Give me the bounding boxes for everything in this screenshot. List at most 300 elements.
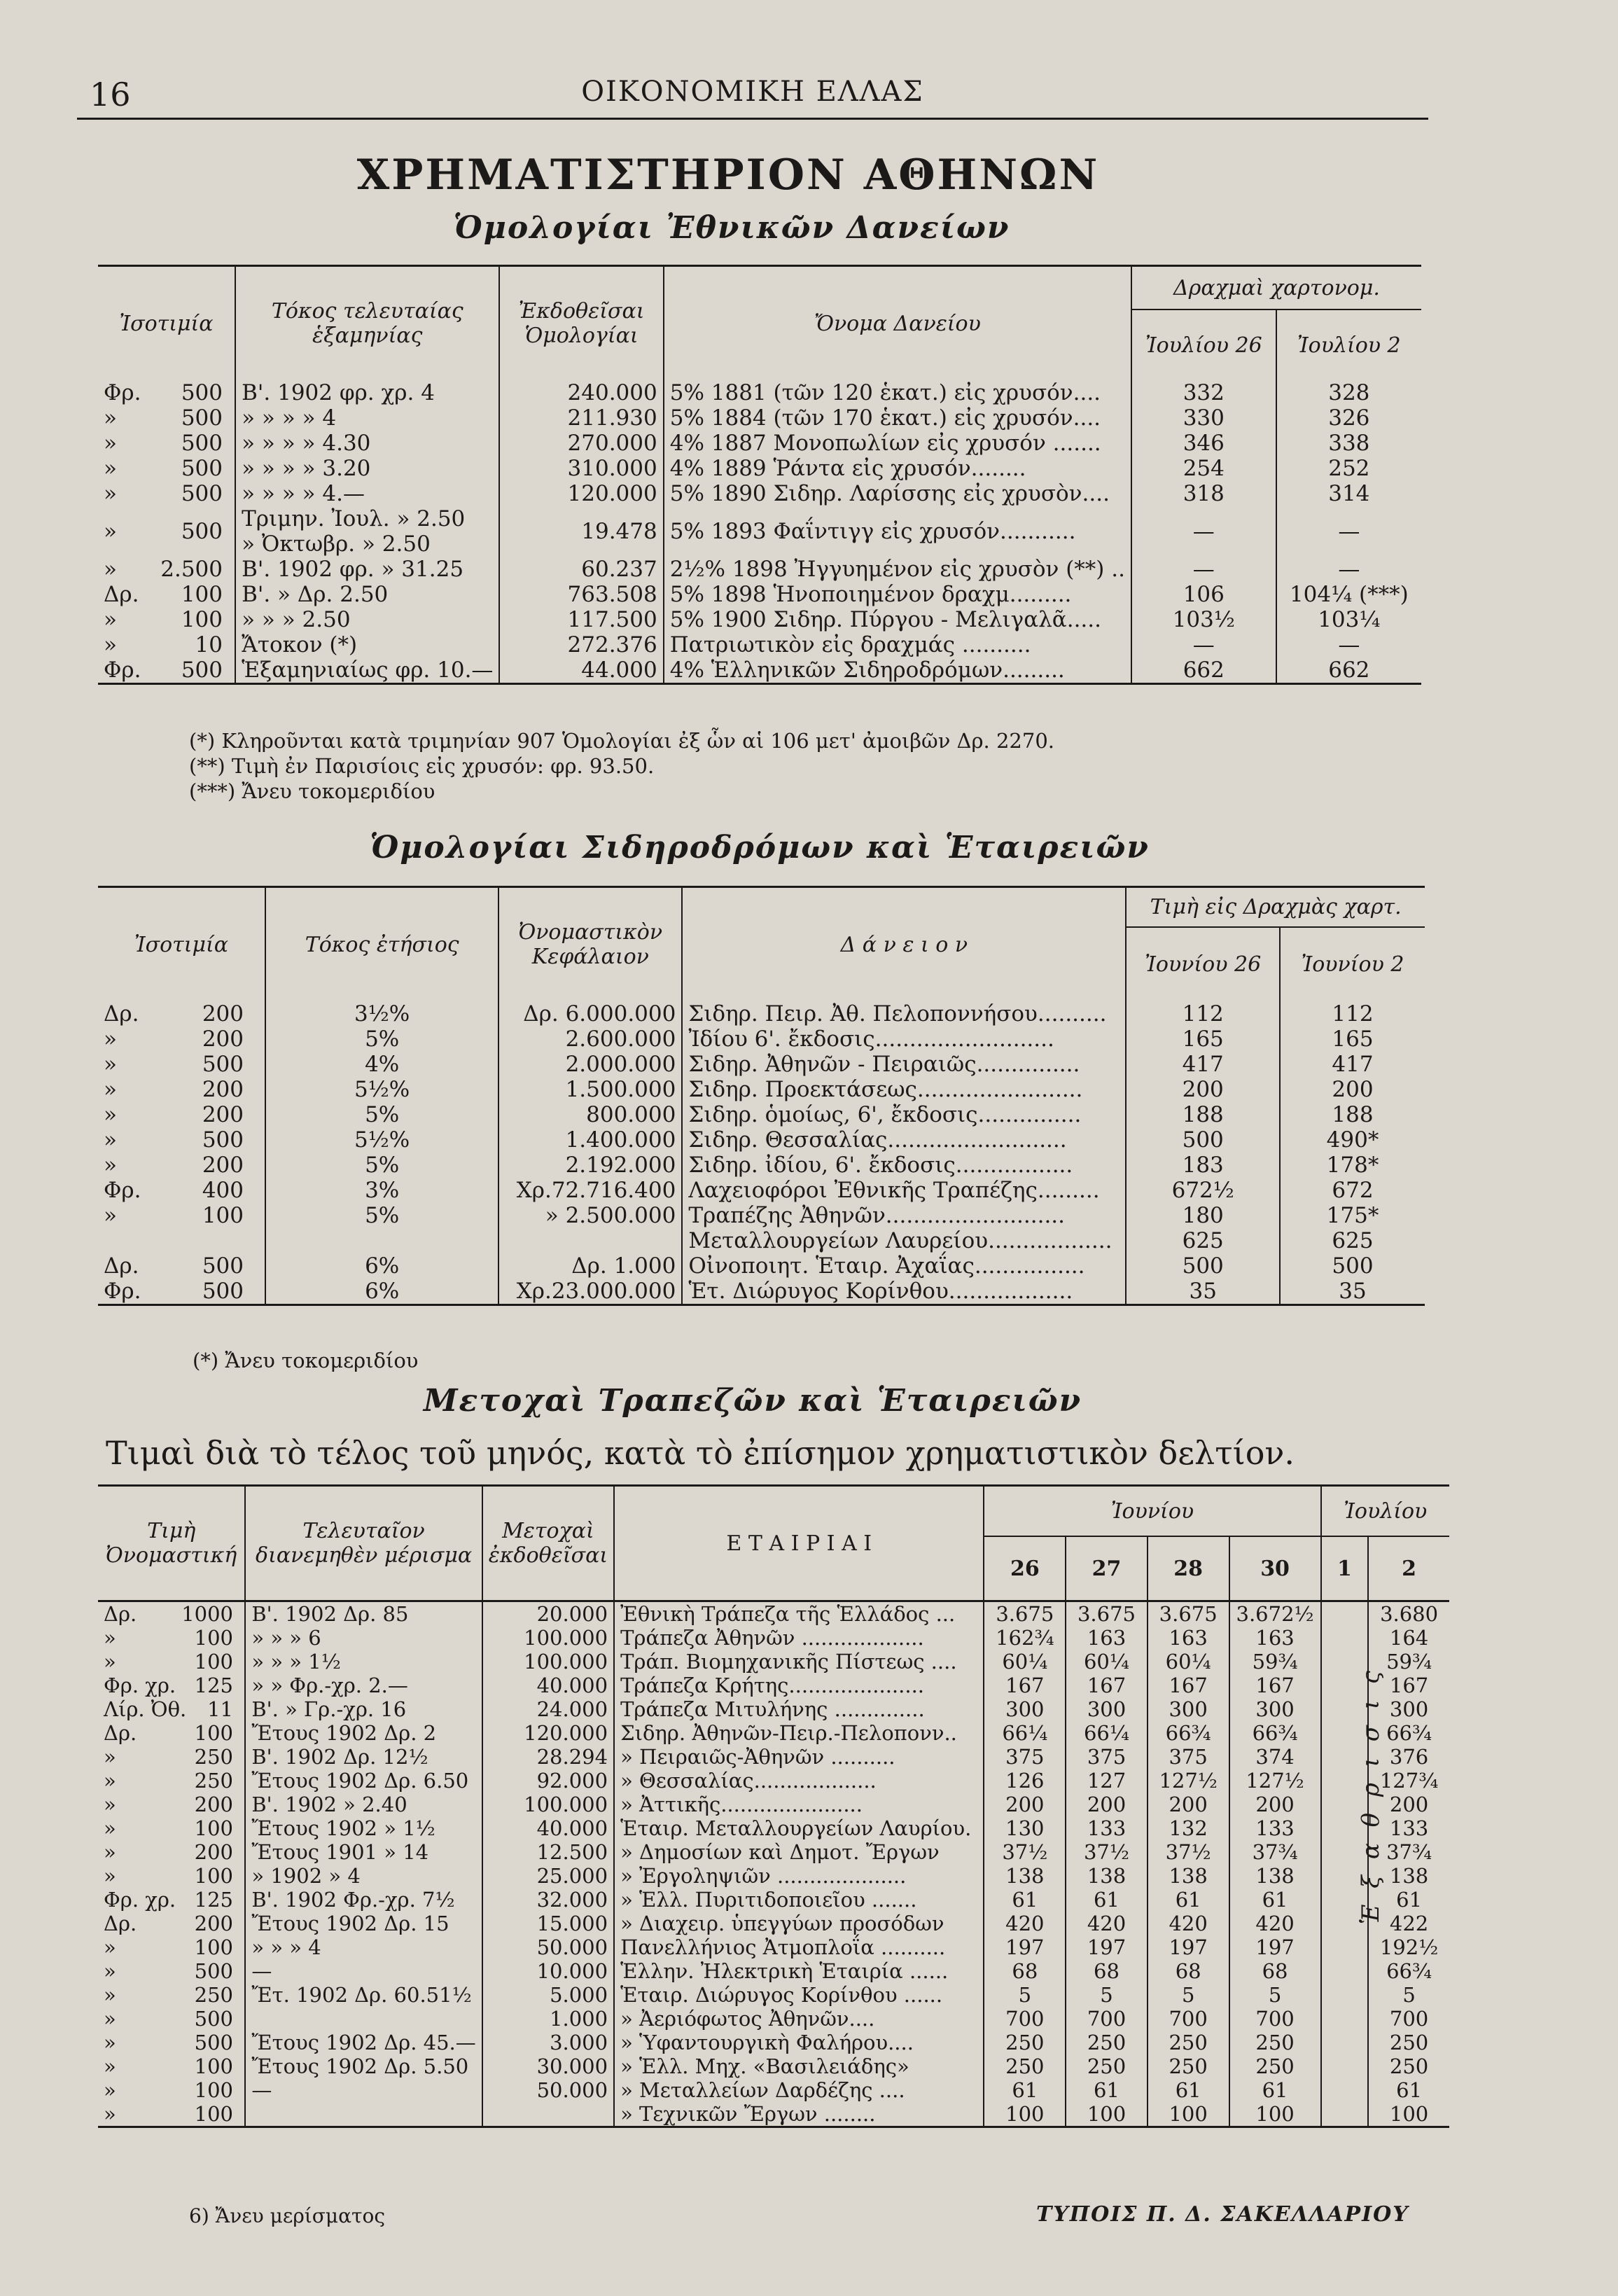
loan-name-cell: 2½% 1898 Ἠγγυημένον εἰς χρυσὸν (**) .. bbox=[664, 557, 1131, 582]
price-1-cell: 180 bbox=[1126, 1203, 1280, 1228]
price-2-cell: — bbox=[1276, 632, 1421, 658]
dividend-cell: Ἔτους 1902 » 1½ bbox=[245, 1816, 482, 1840]
price-26-cell: 66¼ bbox=[984, 1721, 1066, 1745]
price-1-cell: 330 bbox=[1131, 405, 1276, 431]
price-26-cell: 130 bbox=[984, 1816, 1066, 1840]
price-26-cell: 200 bbox=[984, 1793, 1066, 1816]
capital-cell: 2.192.000 bbox=[498, 1153, 682, 1178]
price-27-cell: 700 bbox=[1066, 2007, 1148, 2031]
nominal-cell: » 100 bbox=[104, 1650, 233, 1674]
company-cell: » Διαχειρ. ὑπεγγύων προσόδων bbox=[614, 1912, 984, 1935]
shares-issued-cell: 10.000 bbox=[482, 1959, 614, 1983]
price-28-cell: 60¼ bbox=[1148, 1650, 1229, 1674]
col-day-30: 30 bbox=[1229, 1536, 1321, 1601]
col-day-28: 28 bbox=[1148, 1536, 1229, 1601]
price-30-cell: 167 bbox=[1229, 1674, 1321, 1697]
shares-table bbox=[98, 1484, 1449, 2128]
price-30-cell: 200 bbox=[1229, 1793, 1321, 1816]
price-28-cell: 163 bbox=[1148, 1626, 1229, 1650]
price-26-cell: 162¾ bbox=[984, 1626, 1066, 1650]
loan-name-cell: 5% 1893 Φαΐντιγγ εἰς χρυσόν........... bbox=[664, 506, 1131, 557]
col-day-2: 2 bbox=[1368, 1536, 1449, 1601]
table-row bbox=[98, 1127, 1425, 1153]
price-28-cell: 132 bbox=[1148, 1816, 1229, 1840]
issued-cell: 44.000 bbox=[499, 658, 663, 684]
shares-issued-cell: 30.000 bbox=[482, 2054, 614, 2078]
price-2-cell: 672 bbox=[1280, 1178, 1425, 1203]
note-line: (***) Ἄνευ τοκομεριδίου bbox=[189, 779, 435, 803]
shares-issued-cell: 100.000 bbox=[482, 1650, 614, 1674]
par-unit-cell: » 500 bbox=[104, 405, 223, 431]
price-1-cell: — bbox=[1131, 557, 1276, 582]
capital-cell: Χρ.23.000.000 bbox=[498, 1279, 682, 1305]
price-27-cell: 100 bbox=[1066, 2102, 1148, 2127]
price-2-cell: 5 bbox=[1368, 1983, 1449, 2007]
capital-cell: Δρ. 1.000 bbox=[498, 1253, 682, 1279]
table-row bbox=[98, 557, 1421, 582]
price-1-cell: 106 bbox=[1131, 582, 1276, 607]
par-unit-cell: Φρ. 500 bbox=[98, 658, 235, 684]
par-unit-cell: » 500 bbox=[104, 431, 223, 456]
price-2-cell: 3.680 bbox=[1368, 1601, 1449, 1627]
price-30-cell: 700 bbox=[1229, 2007, 1321, 2031]
price-2-cell: 625 bbox=[1280, 1228, 1425, 1253]
loan-cell: Σιδηρ. Πειρ. Ἀθ. Πελοποννήσου.......... bbox=[682, 1001, 1126, 1027]
table-row bbox=[98, 1935, 1449, 1959]
price-1-cell: 165 bbox=[1126, 1027, 1280, 1052]
price-30-cell: 3.672½ bbox=[1229, 1601, 1321, 1627]
price-1-cell bbox=[1321, 1935, 1369, 1959]
price-27-cell: 66¼ bbox=[1066, 1721, 1148, 1745]
table-row bbox=[98, 506, 1421, 557]
col-date-2: Ἰουνίου 2 bbox=[1280, 927, 1425, 1001]
loan-cell: Μεταλλουργείων Λαυρείου.................. bbox=[682, 1228, 1126, 1253]
price-2-cell: 104¼ (***) bbox=[1276, 582, 1421, 607]
table-row bbox=[98, 431, 1421, 456]
price-1-cell bbox=[1321, 2054, 1369, 2078]
table-row bbox=[98, 1203, 1425, 1228]
col-june: Ἰουνίου bbox=[984, 1486, 1320, 1537]
table-row bbox=[98, 632, 1421, 658]
price-27-cell: 127 bbox=[1066, 1769, 1148, 1793]
table-row bbox=[98, 1959, 1449, 1983]
price-2-cell: 326 bbox=[1276, 405, 1421, 431]
price-1-cell: 35 bbox=[1126, 1279, 1280, 1305]
col-date-1: Ἰουλίου 26 bbox=[1131, 309, 1276, 380]
col-dividend: Τελευταῖον διανεμηθὲν μέρισμα bbox=[245, 1486, 482, 1601]
company-cell: Τράπεζα Ἀθηνῶν ................... bbox=[614, 1626, 984, 1650]
dividend-cell: Ἔτους 1902 Δρ. 15 bbox=[245, 1912, 482, 1935]
nominal-cell: Φρ. χρ. 125 bbox=[104, 1888, 233, 1912]
price-30-cell: 61 bbox=[1229, 1888, 1321, 1912]
price-30-cell: 250 bbox=[1229, 2054, 1321, 2078]
loan-cell: Ἰδίου 6'. ἔκδοσις.......................... bbox=[682, 1027, 1126, 1052]
col-rate: Τόκος ἐτήσιος bbox=[265, 887, 498, 1002]
table-row bbox=[98, 658, 1421, 684]
price-30-cell: 420 bbox=[1229, 1912, 1321, 1935]
dividend-cell: Β'. 1902 Δρ. 85 bbox=[245, 1601, 482, 1627]
price-2-cell: 490* bbox=[1280, 1127, 1425, 1153]
par-unit-cell: Φρ. 500 bbox=[98, 1279, 265, 1305]
company-cell: » Ἐργοληψιῶν .................... bbox=[614, 1864, 984, 1888]
price-1-cell: 417 bbox=[1126, 1052, 1280, 1077]
price-26-cell: 420 bbox=[984, 1912, 1066, 1935]
loan-name-cell: 4% Ἑλληνικῶν Σιδηροδρόμων......... bbox=[664, 658, 1131, 684]
table-row bbox=[98, 2054, 1449, 2078]
price-2-cell: 103¼ bbox=[1276, 607, 1421, 632]
price-27-cell: 250 bbox=[1066, 2031, 1148, 2054]
price-28-cell: 37½ bbox=[1148, 1840, 1229, 1864]
price-26-cell: 5 bbox=[984, 1983, 1066, 2007]
nominal-cell: » 500 bbox=[104, 2031, 233, 2054]
price-2-cell: 192½ bbox=[1368, 1935, 1449, 1959]
nominal-cell: » 500 bbox=[104, 1959, 233, 1983]
col-prices: Δραχμαὶ χαρτονομ. bbox=[1131, 266, 1421, 310]
par-unit-cell: » 500 bbox=[104, 456, 223, 481]
company-cell: Ἑταιρ. Μεταλλουργείων Λαυρίου. bbox=[614, 1816, 984, 1840]
price-30-cell: 5 bbox=[1229, 1983, 1321, 2007]
col-date-1: Ἰουνίου 26 bbox=[1126, 927, 1280, 1001]
price-2-cell: 112 bbox=[1280, 1001, 1425, 1027]
table-row bbox=[98, 1077, 1425, 1102]
par-unit-cell: » 2.500 bbox=[104, 557, 223, 582]
company-cell: » Μεταλλείων Δαρδέζης .... bbox=[614, 2078, 984, 2102]
table-row bbox=[98, 1153, 1425, 1178]
shares-issued-cell: 12.500 bbox=[482, 1840, 614, 1864]
dividend-cell: » » » 4 bbox=[245, 1935, 482, 1959]
coupon-cell: » » » 2.50 bbox=[235, 607, 499, 632]
capital-cell: Χρ.72.716.400 bbox=[498, 1178, 682, 1203]
loan-name-cell: 4% 1889 Ῥάντα εἰς χρυσόν........ bbox=[664, 456, 1131, 481]
price-30-cell: 59¾ bbox=[1229, 1650, 1321, 1674]
price-2-cell: 175* bbox=[1280, 1203, 1425, 1228]
price-1-cell: 200 bbox=[1126, 1077, 1280, 1102]
par-unit-cell: » 500 bbox=[104, 1052, 244, 1077]
loan-name-cell: 5% 1900 Σιδηρ. Πύργου - Μελιγαλᾶ..... bbox=[664, 607, 1131, 632]
price-30-cell: 66¾ bbox=[1229, 1721, 1321, 1745]
shares-issued-cell: 40.000 bbox=[482, 1816, 614, 1840]
par-unit-cell: Δρ. 100 bbox=[104, 582, 223, 607]
loan-cell: Ἑτ. Διώρυγος Κορίνθου.................. bbox=[682, 1279, 1126, 1305]
price-26-cell: 3.675 bbox=[984, 1601, 1066, 1627]
par-unit-cell: Δρ. 200 bbox=[104, 1001, 244, 1027]
shares-issued-cell: 1.000 bbox=[482, 2007, 614, 2031]
loan-cell: Σιδηρ. Ἀθηνῶν - Πειραιῶς............... bbox=[682, 1052, 1126, 1077]
table-row bbox=[98, 1745, 1449, 1769]
table-row bbox=[98, 2031, 1449, 2054]
issued-cell: 272.376 bbox=[499, 632, 663, 658]
table-row bbox=[98, 1001, 1425, 1027]
table-row bbox=[98, 1721, 1449, 1745]
rate-cell bbox=[265, 1228, 498, 1253]
price-26-cell: 700 bbox=[984, 2007, 1066, 2031]
price-28-cell: 300 bbox=[1148, 1697, 1229, 1721]
price-26-cell: 61 bbox=[984, 2078, 1066, 2102]
par-unit-cell: » 500 bbox=[104, 519, 223, 544]
table-row bbox=[98, 1983, 1449, 2007]
price-30-cell: 300 bbox=[1229, 1697, 1321, 1721]
coupon-cell: Τριμην. Ἰουλ. » 2.50 » Ὀκτωβρ. » 2.50 bbox=[235, 506, 499, 557]
railway-bonds-table bbox=[98, 886, 1425, 1306]
coupon-cell: Β'. » Δρ. 2.50 bbox=[235, 582, 499, 607]
section3-caption: Τιμαὶ διὰ τὸ τέλος τοῦ μηνός, κατὰ τὸ ἐπίσημον χρηματιστικὸν δελτίον. bbox=[106, 1434, 1295, 1472]
dividend-cell: Β'. 1902 Φρ.-χρ. 7½ bbox=[245, 1888, 482, 1912]
price-2-cell: 66¾ bbox=[1368, 1721, 1449, 1745]
price-27-cell: 60¼ bbox=[1066, 1650, 1148, 1674]
price-1-cell: 500 bbox=[1126, 1127, 1280, 1153]
coupon-cell: » » » » 4 bbox=[235, 405, 499, 431]
price-1-cell bbox=[1321, 2078, 1369, 2102]
section1-notes bbox=[189, 728, 1054, 804]
price-26-cell: 138 bbox=[984, 1864, 1066, 1888]
price-28-cell: 200 bbox=[1148, 1793, 1229, 1816]
table-row bbox=[98, 1674, 1449, 1697]
col-par: Ἰσοτιμία bbox=[98, 887, 265, 1002]
company-cell: Τράπεζα Κρήτης..................... bbox=[614, 1674, 984, 1697]
price-2-cell: 164 bbox=[1368, 1626, 1449, 1650]
table-row bbox=[98, 1793, 1449, 1816]
price-26-cell: 250 bbox=[984, 2031, 1066, 2054]
table-row bbox=[98, 1052, 1425, 1077]
table-row bbox=[98, 1864, 1449, 1888]
capital-cell: 800.000 bbox=[498, 1102, 682, 1127]
table-row bbox=[98, 1228, 1425, 1253]
col-nominal: Τιμὴ Ὀνομαστική bbox=[98, 1486, 245, 1601]
nominal-cell: » 250 bbox=[104, 1745, 233, 1769]
price-2-cell: 133 bbox=[1368, 1816, 1449, 1840]
price-30-cell: 250 bbox=[1229, 2031, 1321, 2054]
table-row bbox=[98, 456, 1421, 481]
table-row bbox=[98, 1697, 1449, 1721]
price-1-cell: 254 bbox=[1131, 456, 1276, 481]
nominal-cell: » 500 bbox=[104, 2007, 233, 2031]
table-row bbox=[98, 405, 1421, 431]
col-day-27: 27 bbox=[1066, 1536, 1148, 1601]
company-cell: » Πειραιῶς-Ἀθηνῶν .......... bbox=[614, 1745, 984, 1769]
rate-cell: 5% bbox=[265, 1102, 498, 1127]
table-row bbox=[98, 1769, 1449, 1793]
nominal-cell: » 100 bbox=[104, 1816, 233, 1840]
shares-issued-cell: 25.000 bbox=[482, 1864, 614, 1888]
price-28-cell: 197 bbox=[1148, 1935, 1229, 1959]
shares-issued-cell: 50.000 bbox=[482, 1935, 614, 1959]
header-rule bbox=[77, 118, 1428, 120]
dividend-cell: Β'. 1902 » 2.40 bbox=[245, 1793, 482, 1816]
price-30-cell: 61 bbox=[1229, 2078, 1321, 2102]
loan-cell: Σιδηρ. Προεκτάσεως........................ bbox=[682, 1077, 1126, 1102]
price-27-cell: 200 bbox=[1066, 1793, 1148, 1816]
rate-cell: 5% bbox=[265, 1153, 498, 1178]
price-2-cell: — bbox=[1276, 557, 1421, 582]
capital-cell: 1.400.000 bbox=[498, 1127, 682, 1153]
table-row bbox=[98, 2007, 1449, 2031]
page-title: ΧΡΗΜΑΤΙΣΤΗΡΙΟΝ ΑΘΗΝΩΝ bbox=[356, 151, 1100, 200]
col-day-1: 1 bbox=[1321, 1536, 1369, 1601]
price-30-cell: 374 bbox=[1229, 1745, 1321, 1769]
shares-issued-cell: 15.000 bbox=[482, 1912, 614, 1935]
price-2-cell: 314 bbox=[1276, 481, 1421, 506]
nominal-cell: » 250 bbox=[104, 1769, 233, 1793]
section2-note: (*) Ἄνευ τοκομεριδίου bbox=[193, 1349, 419, 1372]
shares-body bbox=[98, 1601, 1449, 2127]
col-prices: Τιμὴ εἰς Δραχμὰς χαρτ. bbox=[1126, 887, 1425, 928]
nominal-cell: Λίρ. Ὀθ. 11 bbox=[104, 1697, 233, 1721]
par-unit-cell: » 500 bbox=[104, 481, 223, 506]
shares-issued-cell: 100.000 bbox=[482, 1626, 614, 1650]
section2-subtitle: Ὁμολογίαι Σιδηροδρόμων καὶ Ἑταιρειῶν bbox=[370, 830, 1150, 865]
dividend-cell: » » Φρ.-χρ. 2.— bbox=[245, 1674, 482, 1697]
price-27-cell: 5 bbox=[1066, 1983, 1148, 2007]
shares-issued-cell: 20.000 bbox=[482, 1601, 614, 1627]
price-1-cell: 188 bbox=[1126, 1102, 1280, 1127]
price-28-cell: 68 bbox=[1148, 1959, 1229, 1983]
price-27-cell: 163 bbox=[1066, 1626, 1148, 1650]
price-27-cell: 61 bbox=[1066, 2078, 1148, 2102]
price-27-cell: 250 bbox=[1066, 2054, 1148, 2078]
nominal-cell: » 200 bbox=[104, 1840, 233, 1864]
price-2-cell: 178* bbox=[1280, 1153, 1425, 1178]
company-cell: » Ἑλλ. Μηχ. «Βασιλειάδης» bbox=[614, 2054, 984, 2078]
price-26-cell: 250 bbox=[984, 2054, 1066, 2078]
nominal-cell: » 200 bbox=[104, 1793, 233, 1816]
nominal-cell: » 100 bbox=[104, 1935, 233, 1959]
rate-cell: 4% bbox=[265, 1052, 498, 1077]
loan-name-cell: 5% 1898 Ἡνοποιημένον δραχμ......... bbox=[664, 582, 1131, 607]
capital-cell bbox=[498, 1228, 682, 1253]
issued-cell: 19.478 bbox=[499, 506, 663, 557]
company-cell: » Θεσσαλίας................... bbox=[614, 1769, 984, 1793]
running-header bbox=[77, 70, 1428, 112]
coupon-cell: Β'. 1902 φρ. » 31.25 bbox=[235, 557, 499, 582]
table-row bbox=[98, 1601, 1449, 1627]
printer-imprint: ΤΥΠΟΙΣ Π. Δ. ΣΑΚΕΛΛΑΡΙΟΥ bbox=[1036, 2202, 1409, 2227]
col-loan-name: Ὄνομα Δανείου bbox=[664, 266, 1131, 381]
par-unit-cell: Φρ. 400 bbox=[104, 1178, 244, 1203]
loan-name-cell: 5% 1890 Σιδηρ. Λαρίσσης εἰς χρυσὸν.... bbox=[664, 481, 1131, 506]
company-cell: » Ὑφαντουργικὴ Φαλήρου.... bbox=[614, 2031, 984, 2054]
table-row bbox=[98, 607, 1421, 632]
dividend-cell: Β'. » Γρ.-χρ. 16 bbox=[245, 1697, 482, 1721]
price-2-cell: 252 bbox=[1276, 456, 1421, 481]
price-26-cell: 126 bbox=[984, 1769, 1066, 1793]
dividend-cell: Ἔτους 1902 Δρ. 5.50 bbox=[245, 2054, 482, 2078]
rate-cell: 6% bbox=[265, 1279, 498, 1305]
col-issued: Ἐκδοθεῖσαι Ὁμολογίαι bbox=[499, 266, 663, 381]
price-2-cell: 200 bbox=[1280, 1077, 1425, 1102]
price-28-cell: 100 bbox=[1148, 2102, 1229, 2127]
company-cell: » Ἑλλ. Πυριτιδοποιεῖου ....... bbox=[614, 1888, 984, 1912]
price-1-cell bbox=[1321, 2031, 1369, 2054]
price-2-cell: 165 bbox=[1280, 1027, 1425, 1052]
loan-cell: Σιδηρ. ἰδίου, 6'. ἔκδοσις................. bbox=[682, 1153, 1126, 1178]
company-cell: » Δημοσίων καὶ Δημοτ. Ἔργων bbox=[614, 1840, 984, 1864]
price-1-cell: 112 bbox=[1126, 1001, 1280, 1027]
loan-cell: Σιδηρ. ὁμοίως, 6', ἔκδοσις............... bbox=[682, 1102, 1126, 1127]
nominal-cell: » 100 bbox=[104, 2054, 233, 2078]
price-2-cell: 250 bbox=[1368, 2031, 1449, 2054]
price-1-cell bbox=[1321, 1601, 1369, 1627]
col-day-26: 26 bbox=[984, 1536, 1066, 1601]
col-par: Ἰσοτιμία bbox=[98, 266, 235, 381]
par-unit-cell: » 200 bbox=[104, 1027, 244, 1052]
issued-cell: 120.000 bbox=[499, 481, 663, 506]
coupon-cell: Β'. 1902 φρ. χρ. 4 bbox=[235, 380, 499, 405]
coupon-cell: Ἄτοκον (*) bbox=[235, 632, 499, 658]
price-27-cell: 68 bbox=[1066, 1959, 1148, 1983]
nominal-cell: » 100 bbox=[98, 2102, 245, 2127]
price-28-cell: 61 bbox=[1148, 1888, 1229, 1912]
capital-cell: 2.000.000 bbox=[498, 1052, 682, 1077]
price-27-cell: 197 bbox=[1066, 1935, 1148, 1959]
price-2-cell: 100 bbox=[1368, 2102, 1449, 2127]
loan-name-cell: Πατριωτικὸν εἰς δραχμάς .......... bbox=[664, 632, 1131, 658]
price-1-cell bbox=[1321, 2102, 1369, 2127]
price-28-cell: 420 bbox=[1148, 1912, 1229, 1935]
price-1-cell: 672½ bbox=[1126, 1178, 1280, 1203]
capital-cell: 2.600.000 bbox=[498, 1027, 682, 1052]
company-cell: Πανελλήνιος Ἀτμοπλοΐα .......... bbox=[614, 1935, 984, 1959]
railway-bonds-body bbox=[98, 1001, 1425, 1305]
price-1-cell bbox=[1321, 1983, 1369, 2007]
par-unit-cell: » 100 bbox=[104, 607, 223, 632]
price-28-cell: 250 bbox=[1148, 2054, 1229, 2078]
rate-cell: 5% bbox=[265, 1027, 498, 1052]
price-1-cell bbox=[1321, 1959, 1369, 1983]
table-row bbox=[98, 1840, 1449, 1864]
company-cell: » Ἀττικῆς...................... bbox=[614, 1793, 984, 1816]
company-cell: Τράπ. Βιομηχανικῆς Πίστεως .... bbox=[614, 1650, 984, 1674]
price-1-cell: 103½ bbox=[1131, 607, 1276, 632]
price-28-cell: 167 bbox=[1148, 1674, 1229, 1697]
capital-cell: Δρ. 6.000.000 bbox=[498, 1001, 682, 1027]
coupon-cell: » » » » 4.30 bbox=[235, 431, 499, 456]
shares-issued-cell: 5.000 bbox=[482, 1983, 614, 2007]
price-1-cell bbox=[1321, 2007, 1369, 2031]
company-cell: Ἑλλην. Ἠλεκτρικὴ Ἑταιρία ...... bbox=[614, 1959, 984, 1983]
note-line: (*) Κληροῦνται κατὰ τριμηνίαν 907 Ὁμολογίαι ἐξ ὧν αἱ 106 μετ' ἀμοιβῶν Δρ. 2270. bbox=[189, 729, 1054, 753]
page-number: 16 bbox=[90, 76, 131, 113]
table-row bbox=[98, 2102, 1449, 2127]
issued-cell: 211.930 bbox=[499, 405, 663, 431]
shares-issued-cell: 50.000 bbox=[482, 2078, 614, 2102]
section1-subtitle: Ὁμολογίαι Ἐθνικῶν Δανείων bbox=[453, 210, 1010, 246]
price-26-cell: 61 bbox=[984, 1888, 1066, 1912]
dividend-cell: Ἔτους 1902 Δρ. 2 bbox=[245, 1721, 482, 1745]
price-30-cell: 138 bbox=[1229, 1864, 1321, 1888]
table-row bbox=[98, 481, 1421, 506]
price-2-cell: 300 bbox=[1368, 1697, 1449, 1721]
price-30-cell: 163 bbox=[1229, 1626, 1321, 1650]
price-28-cell: 3.675 bbox=[1148, 1601, 1229, 1627]
par-unit-cell: Φρ. 500 bbox=[104, 380, 223, 405]
coupon-cell: Ἑξαμηνιαίως φρ. 10.— bbox=[235, 658, 499, 684]
price-2-cell: 500 bbox=[1280, 1253, 1425, 1279]
company-cell: Σιδηρ. Ἀθηνῶν-Πειρ.-Πελοπονν.. bbox=[614, 1721, 984, 1745]
price-26-cell: 167 bbox=[984, 1674, 1066, 1697]
price-27-cell: 300 bbox=[1066, 1697, 1148, 1721]
price-2-cell: 35 bbox=[1280, 1279, 1425, 1305]
price-2-cell: 422 bbox=[1368, 1912, 1449, 1935]
shares-issued-cell: 100.000 bbox=[482, 1793, 614, 1816]
price-27-cell: 133 bbox=[1066, 1816, 1148, 1840]
national-loans-body bbox=[98, 380, 1421, 684]
price-27-cell: 3.675 bbox=[1066, 1601, 1148, 1627]
col-loan: Δ ά ν ε ι ο ν bbox=[682, 887, 1126, 1002]
table-row bbox=[98, 1650, 1449, 1674]
par-unit-cell: » 10 bbox=[104, 632, 223, 658]
price-2-cell: 127¾ bbox=[1368, 1769, 1449, 1793]
table-row bbox=[98, 1816, 1449, 1840]
